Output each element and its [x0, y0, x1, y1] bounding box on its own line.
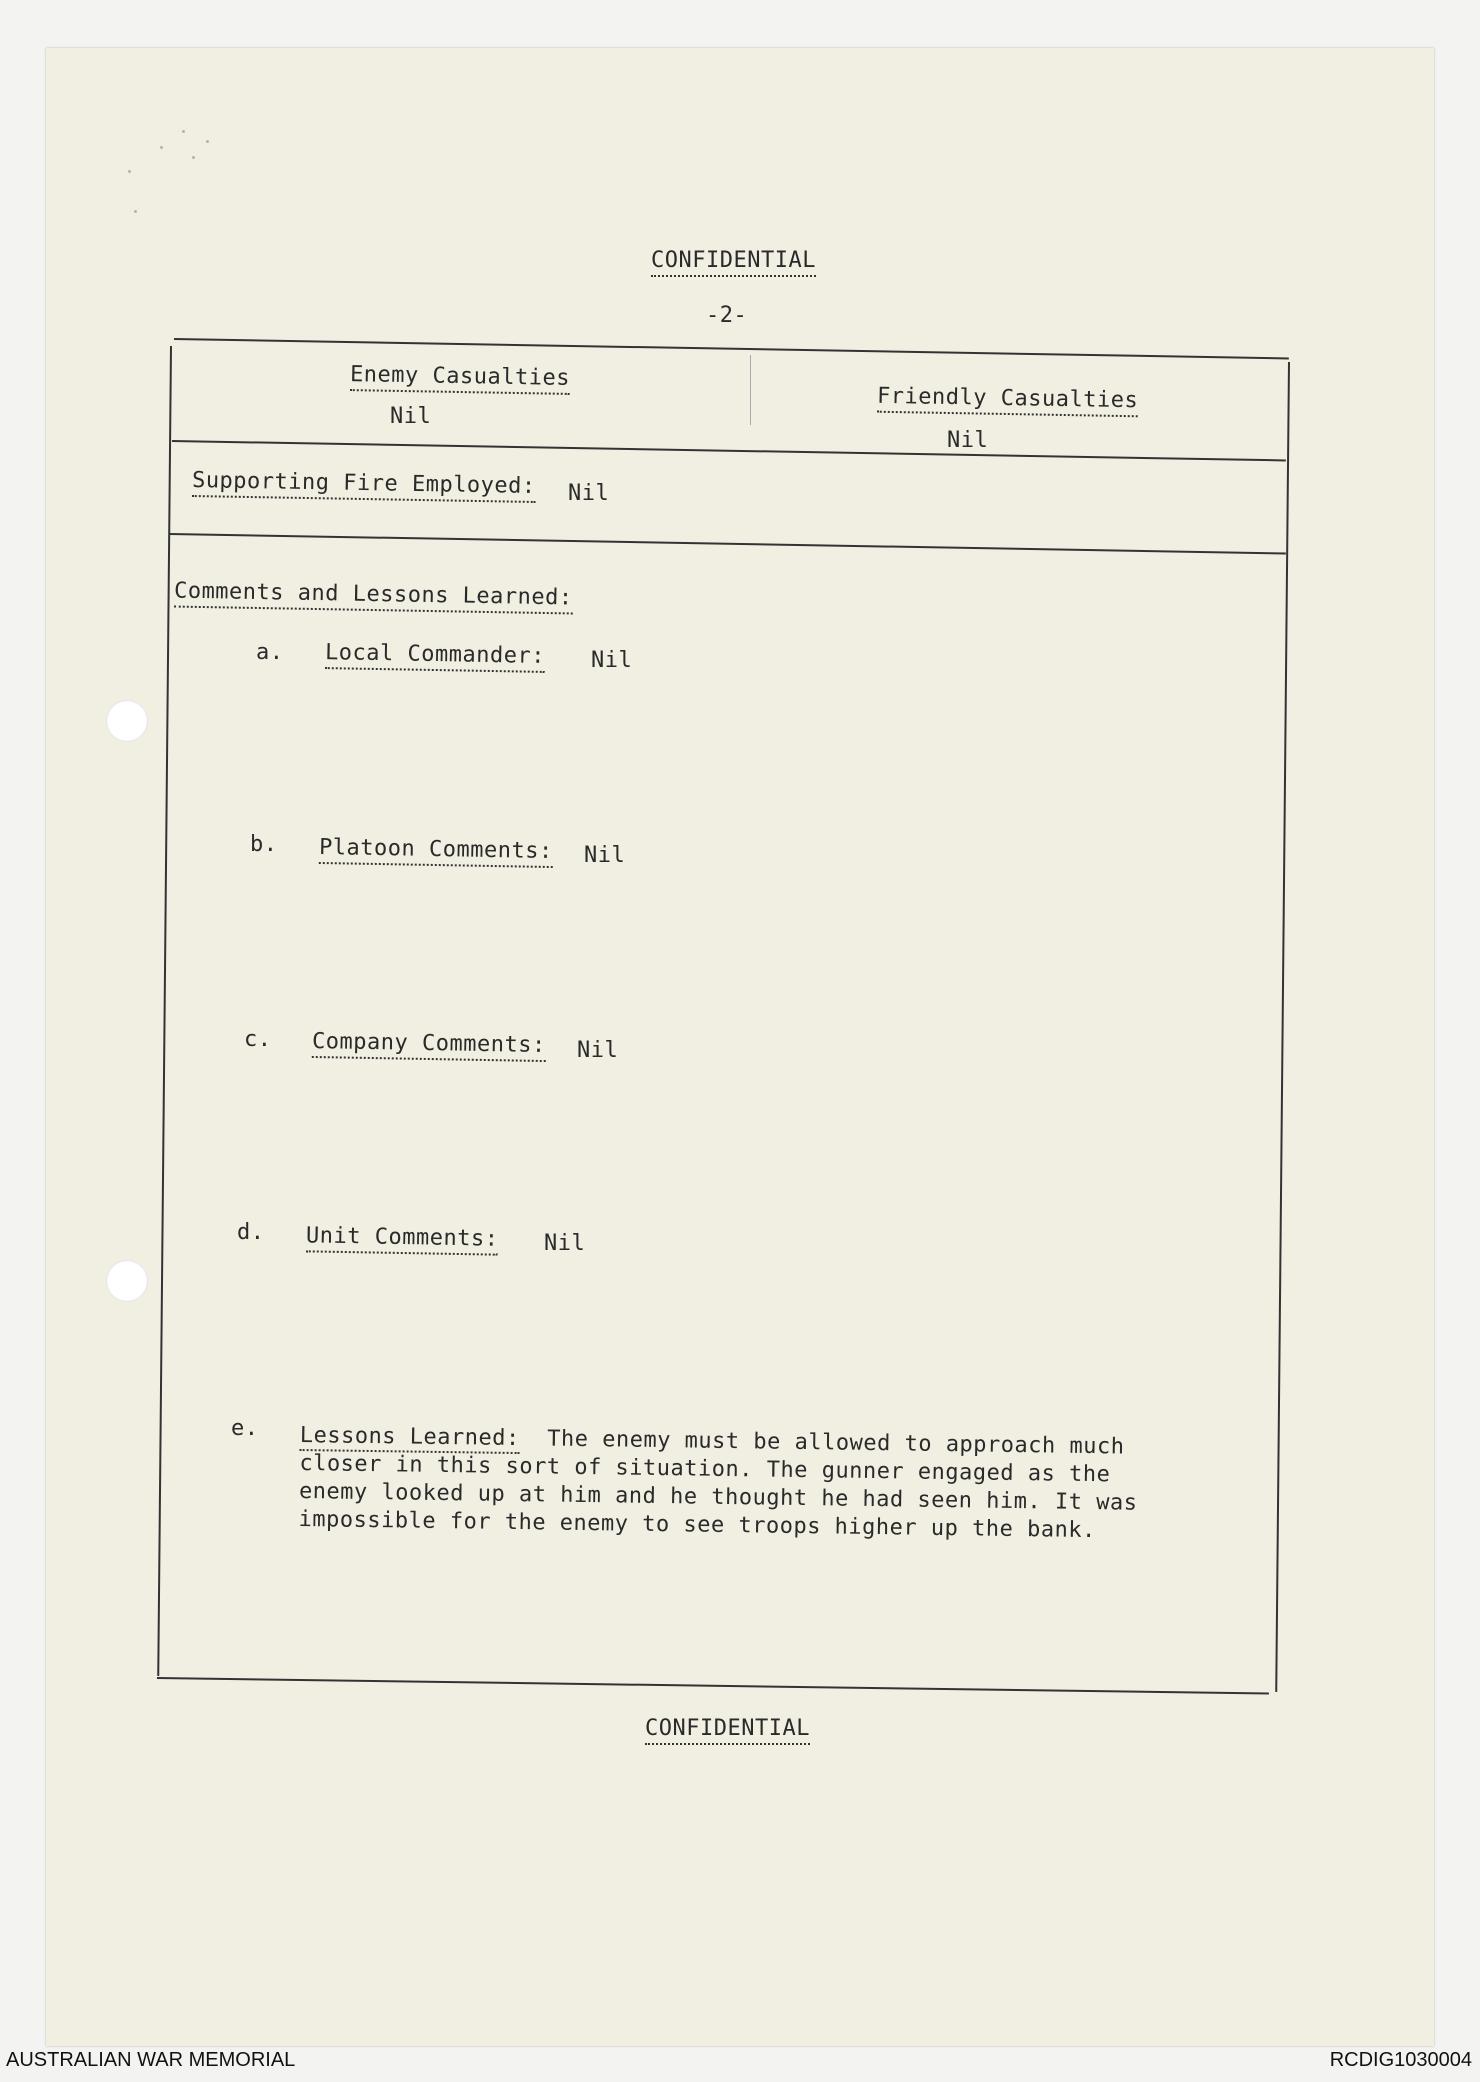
enemy-casualties-label: Enemy Casualties — [350, 362, 570, 395]
lessons-learned-label: Lessons Learned: — [300, 1423, 520, 1454]
archive-credit: AUSTRALIAN WAR MEMORIAL — [6, 2049, 296, 2071]
company-comments-label: Company Comments: — [312, 1029, 546, 1062]
paper-speck — [192, 156, 195, 159]
friendly-casualties-label: Friendly Casualties — [877, 384, 1139, 418]
paper-speck — [128, 170, 131, 173]
header-classification: CONFIDENTIAL — [651, 248, 816, 277]
paper-speck — [182, 130, 185, 133]
punch-hole-top — [106, 700, 148, 742]
company-comments-value: Nil — [577, 1038, 619, 1063]
platoon-comments-label: Platoon Comments: — [319, 835, 553, 868]
footer-classification: CONFIDENTIAL — [645, 1716, 810, 1745]
paper-speck — [206, 140, 209, 143]
item-letter-b: b. — [250, 832, 278, 857]
platoon-comments-value: Nil — [584, 843, 626, 868]
item-letter-c: c. — [244, 1027, 272, 1052]
local-commander-value: Nil — [591, 648, 633, 673]
item-letter-a: a. — [256, 640, 284, 665]
item-letter-d: d. — [237, 1220, 265, 1245]
unit-comments-label: Unit Comments: — [306, 1223, 499, 1255]
local-commander-label: Local Commander: — [325, 640, 545, 673]
punch-hole-bottom — [106, 1260, 148, 1302]
lessons-learned-paragraph — [298, 1422, 1179, 1546]
friendly-casualties-value: Nil — [947, 428, 989, 453]
archive-reference: RCDIG1030004 — [1329, 2049, 1472, 2071]
paper-speck — [134, 210, 137, 213]
item-letter-e: e. — [231, 1416, 259, 1441]
casualties-divider — [750, 355, 751, 425]
unit-comments-value: Nil — [544, 1231, 586, 1256]
supporting-fire-label: Supporting Fire Employed: — [192, 468, 536, 503]
page-number: -2- — [706, 303, 748, 328]
comments-heading: Comments and Lessons Learned: — [174, 579, 573, 615]
paper-speck — [160, 146, 163, 149]
lessons-learned-text: The enemy must be allowed to approach much closer in this sort of situation. The gunner engaged as the enemy looked up at him and he thought he had seen him. It was impossible for the enemy to see troops higher up the bank. — [298, 1426, 1138, 1544]
supporting-fire-value: Nil — [568, 481, 610, 506]
enemy-casualties-value: Nil — [390, 404, 432, 429]
